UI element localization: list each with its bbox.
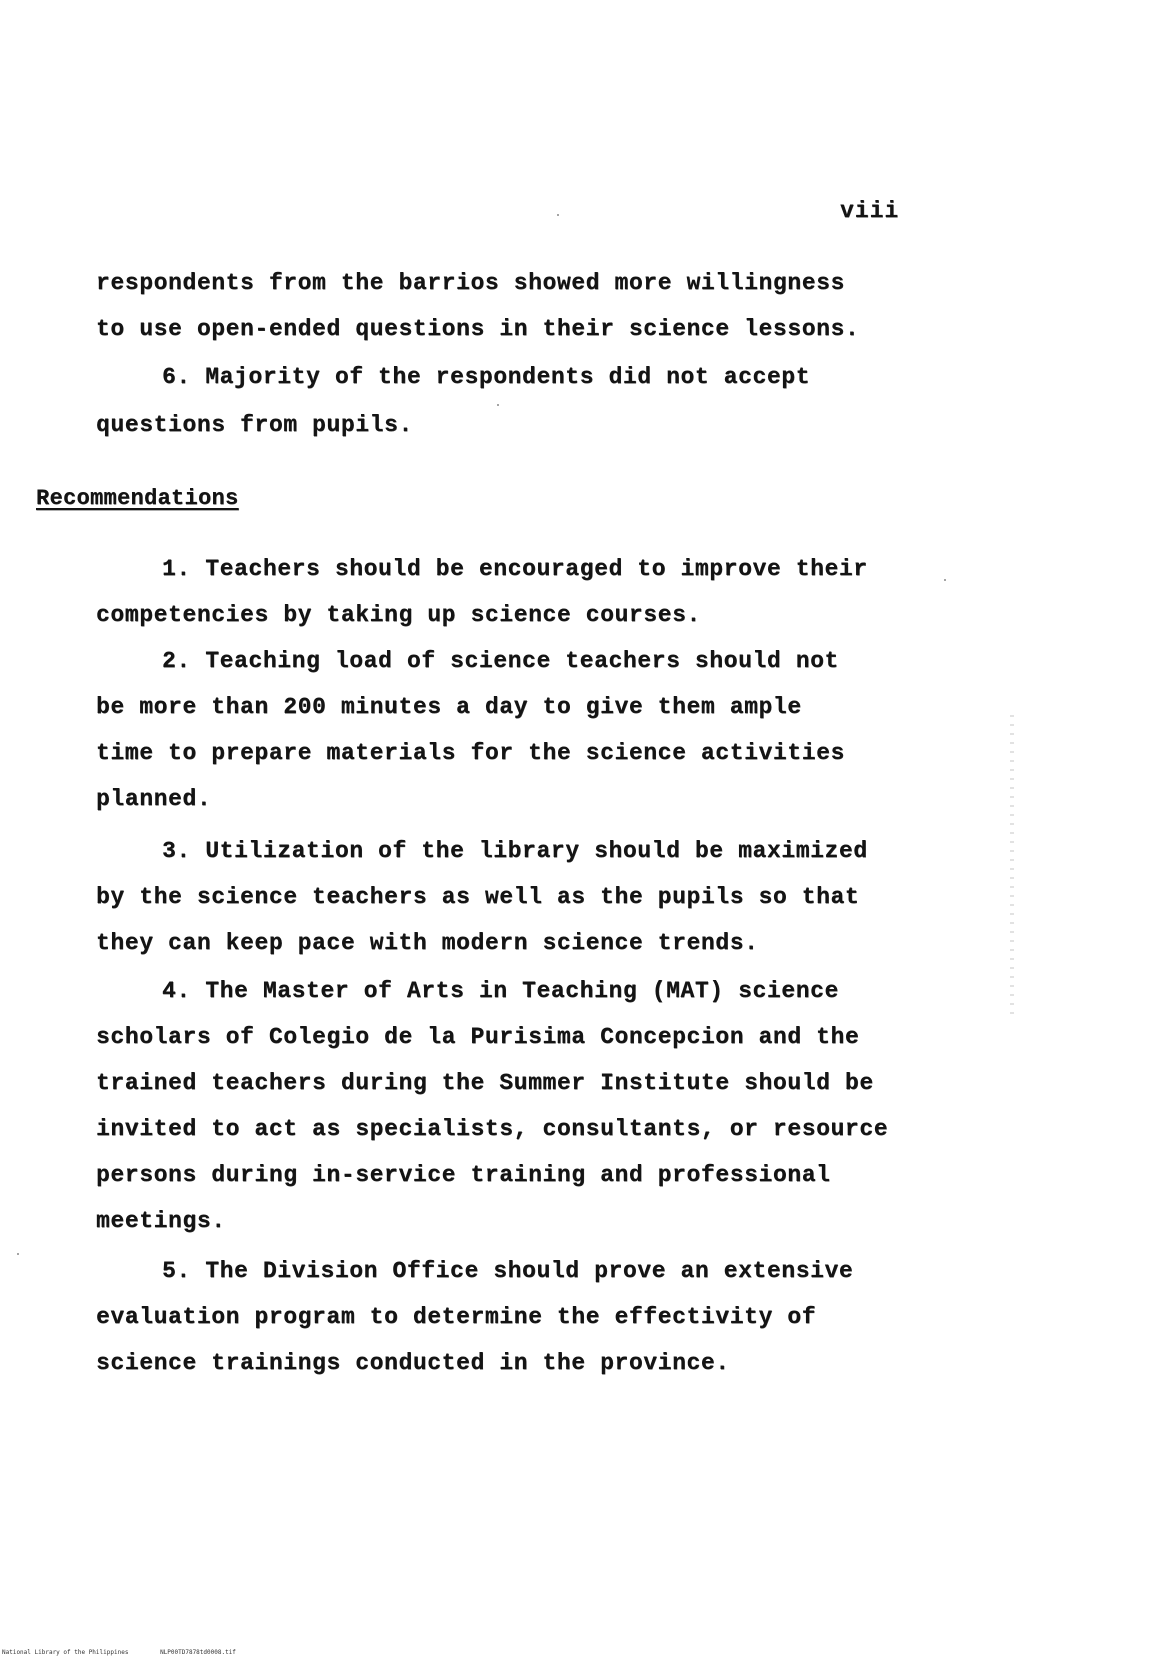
recommendation-line: invited to act as specialists, consultants, or resource <box>96 1116 889 1142</box>
page-number: viii <box>840 198 900 224</box>
recommendation-line: trained teachers during the Summer Institute should be <box>96 1070 874 1096</box>
scan-speck <box>557 214 559 216</box>
recommendation-line: they can keep pace with modern science trends. <box>96 930 759 956</box>
body-line: respondents from the barrios showed more willingness <box>96 270 845 296</box>
body-line: to use open-ended questions in their science lessons. <box>96 316 860 342</box>
body-line: questions from pupils. <box>96 412 413 438</box>
recommendation-line: be more than 200 minutes a day to give them ample <box>96 694 802 720</box>
footer-library: National Library of the Philippines <box>2 1649 129 1656</box>
recommendation-line: meetings. <box>96 1208 226 1234</box>
recommendation-line: 5. The Division Office should prove an extensive <box>162 1258 854 1284</box>
recommendation-line: planned. <box>96 786 212 812</box>
scan-footer <box>2 1649 264 1656</box>
scan-speck <box>497 404 499 406</box>
body-line: 6. Majority of the respondents did not accept <box>162 364 811 390</box>
scan-speck <box>17 1253 19 1255</box>
recommendation-line: evaluation program to determine the effectivity of <box>96 1304 817 1330</box>
recommendation-line: 3. Utilization of the library should be maximized <box>162 838 868 864</box>
recommendation-line: time to prepare materials for the science activities <box>96 740 845 766</box>
recommendation-line: science trainings conducted in the province. <box>96 1350 730 1376</box>
scan-edge-noise <box>1010 715 1014 1015</box>
recommendation-line: scholars of Colegio de la Purisima Concepcion and the <box>96 1024 860 1050</box>
recommendation-line: competencies by taking up science courses. <box>96 602 701 628</box>
recommendation-line: 4. The Master of Arts in Teaching (MAT) science <box>162 978 839 1004</box>
footer-file: NLP00TD7878td0008.tif <box>160 1649 236 1656</box>
recommendation-line: by the science teachers as well as the pupils so that <box>96 884 860 910</box>
recommendations-heading: Recommendations <box>36 486 239 511</box>
recommendation-line: 1. Teachers should be encouraged to improve their <box>162 556 868 582</box>
recommendation-line: persons during in-service training and professional <box>96 1162 831 1188</box>
recommendation-line: 2. Teaching load of science teachers should not <box>162 648 839 674</box>
scan-speck <box>944 579 946 581</box>
